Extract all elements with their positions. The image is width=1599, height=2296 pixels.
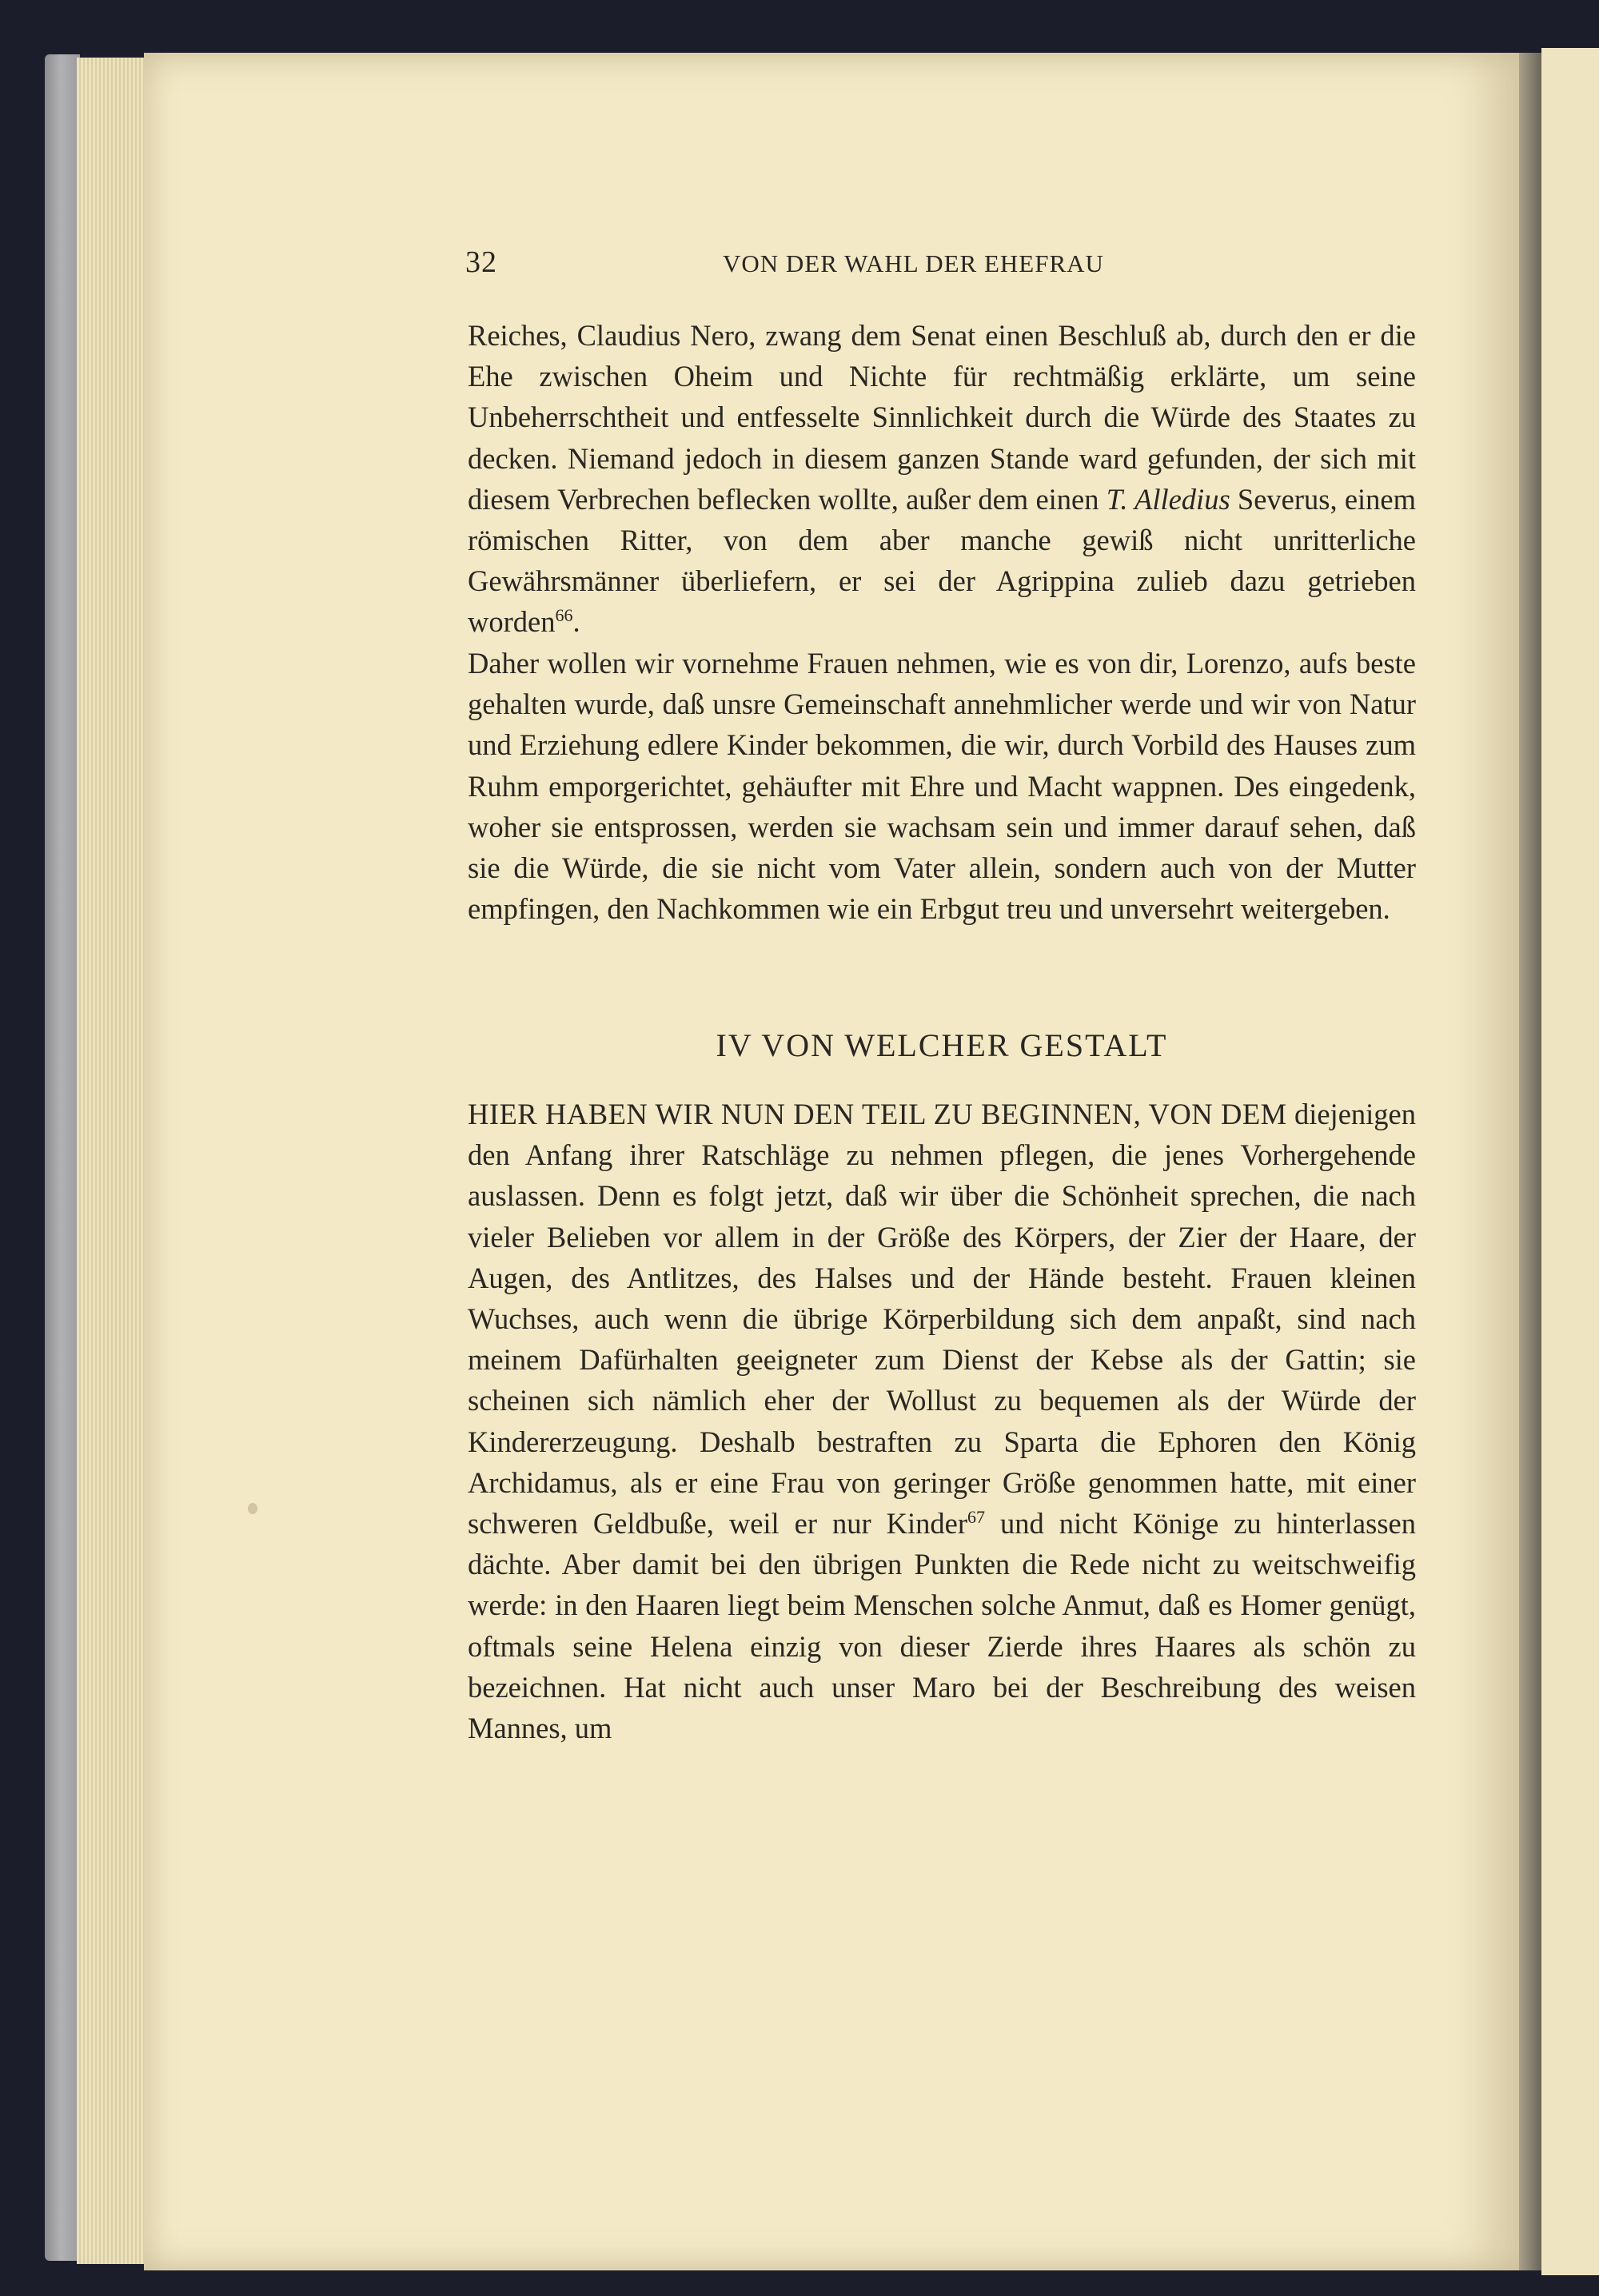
paragraph-1 xyxy=(468,315,1416,643)
chapter-heading: IV VON WELCHER GESTALT xyxy=(716,1027,1168,1063)
paragraph-3 xyxy=(468,1094,1416,1748)
facing-page-edge xyxy=(1541,48,1599,2275)
paragraph-2-text: Daher wollen wir vornehme Frauen nehmen, wie es von dir, Lorenzo, aufs beste gehalten wurde, daß unsre Gemeinschaft annehmlicher werde und wir von Natur und Erziehung edlere Kinder bekommen, die wir, durch Vorbild des Hauses zum Ruhm emporgerichtet, gehäufter mit Ehre und Macht wappnen. Des eingedenk, woher sie entsprossen, werden sie wachsam sein und immer darauf sehen, daß sie die Würde, die sie nicht vom Vater allein, sondern auch von der Mutter empfingen, den Nachkommen wie ein Erbgut treu und unversehrt weitergeben. xyxy=(468,647,1416,926)
book-cover-edge xyxy=(45,54,80,2261)
paragraph-2 xyxy=(468,643,1416,929)
paragraph-1-end: . xyxy=(572,605,580,639)
paragraph-3-text-b: und nicht Könige zu hinterlassen dächte. Aber damit bei den übrigen Punkten die Rede nicht zu weitschweifig werde: in den Haaren liegt beim Menschen solche Anmut, daß es Homer genügt, oftmals seine Helena einzig von dieser Zierde ihres Haares als schön zu bezeichnen. Hat nicht auch unser Maro bei der Beschreibung des weisen Mannes, um xyxy=(468,1507,1416,1745)
paragraph-1-text-a: Reiches, Claudius Nero, zwang dem Senat einen Beschluß ab, durch den er die Ehe zwischen Oheim und Nichte für rechtmäßig erklärte, um seine Unbeherrschtheit und entfesselte Sinnlichkeit durch die Würde des Staates zu decken. Niemand jedoch in diesem ganzen Stande ward gefunden, der sich mit diesem Verbrechen beflecken wollte, außer dem einen xyxy=(468,319,1416,516)
footnote-marker-66[interactable]: 66 xyxy=(555,605,573,626)
footnote-marker-67[interactable]: 67 xyxy=(967,1506,986,1527)
paragraph-1-text-b: Severus, einem römischen Ritter, von dem aber manche gewiß nicht unritterliche Gewährsmänner überliefern, er sei der Agrippina zulieb dazu getrieben worden xyxy=(468,482,1417,639)
italic-name: T. Alledius xyxy=(1106,482,1230,516)
page-number: 32 xyxy=(465,245,497,279)
paragraph-3-text-a: diejenigen den Anfang ihrer Ratschläge zu nehmen pflegen, die jenes Vorhergehende auslassen. Denn es folgt jetzt, daß wir über die Schönheit sprechen, die nach vieler Belieben vor allem in der Größe des Körpers, der Zier der Haare, der Augen, des Antlitzes, des Halses und der Hände besteht. Frauen kleinen Wuchses, auch wenn die übrige Körperbildung sich dem anpaßt, sind nach meinem Dafürhalten geeigneter zum Dienst der Kebse als der Gattin; sie scheinen sich nämlich eher der Wollust zu bequemen als der Würde der Kindererzeugung. Deshalb bestraften zu Sparta die Ephoren den König Archidamus, als er eine Frau von geringer Größe genommen hatte, mit einer schweren Geldbuße, weil er nur Kinder xyxy=(468,1098,1416,1541)
running-title: VON DER WAHL DER EHEFRAU xyxy=(723,249,1104,277)
gutter-shadow xyxy=(1519,53,1541,2270)
chapter-lead-caps: HIER HABEN WIR NUN DEN TEIL ZU BEGINNEN, VON DEM xyxy=(468,1098,1287,1130)
paper-smudge xyxy=(248,1503,257,1514)
page-stack-edges xyxy=(77,58,149,2264)
